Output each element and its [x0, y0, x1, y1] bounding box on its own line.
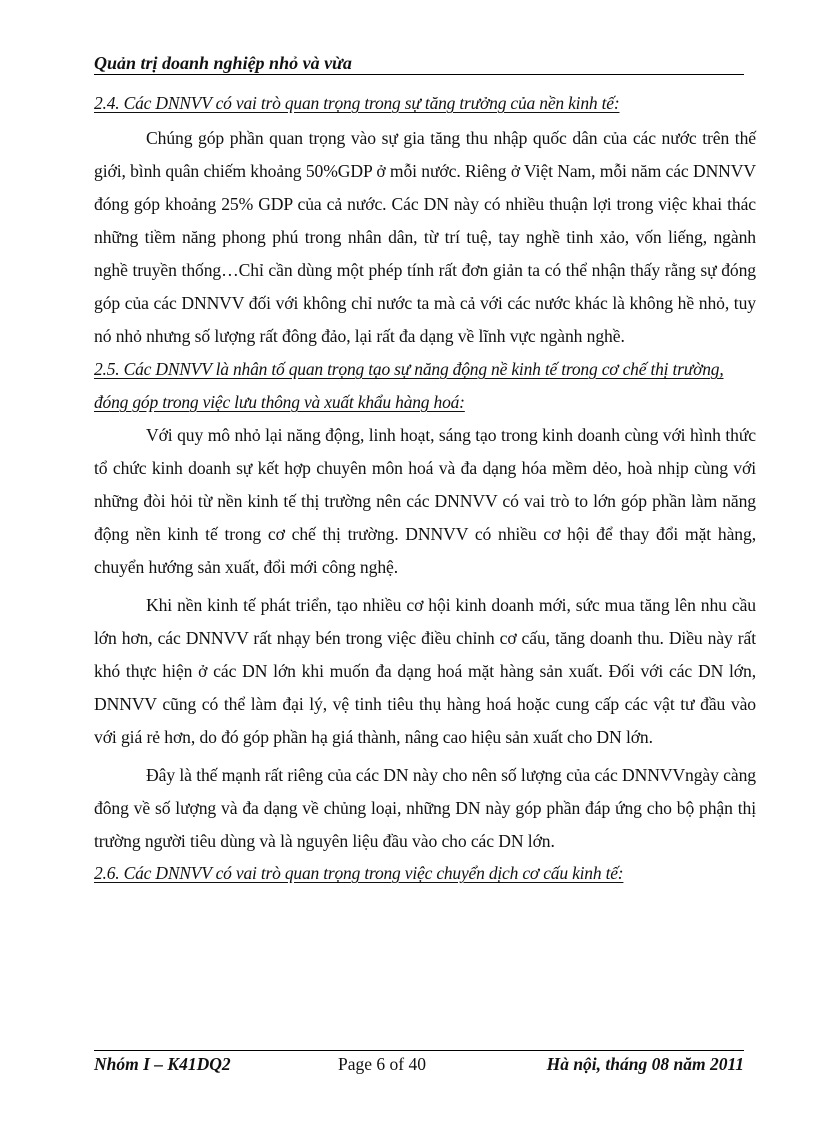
paragraph: Đây là thế mạnh rất riêng của các DN này cho nên số lượng của các DNNVVngày càng đông về số lượng và đa dạng về chủng loại, những DN này góp phần đáp ứng cho bộ phận thị trường người tiêu dùng và là nguyên liệu đầu vào cho các DN lớn.	[94, 765, 756, 851]
section-heading-2-5: 2.5. Các DNNVV là nhân tố quan trọng tạo sự năng động nề kinh tế trong cơ chế thị trường, đóng góp trong việc lưu thông và xuất khẩu hàng hoá:	[94, 359, 724, 412]
page-footer	[94, 1050, 744, 1073]
header-title: Quản trị doanh nghiệp nhỏ và vừa	[94, 53, 352, 73]
footer-group-name: Nhóm I – K41DQ2	[94, 1054, 231, 1074]
page-number: Page 6 of 40	[338, 1054, 426, 1074]
paragraph: Chúng góp phần quan trọng vào sự gia tăng thu nhập quốc dân của các nước trên thế giới, bình quân chiếm khoảng 50%GDP ở mỗi nước. Riêng ở Việt Nam, mỗi năm các DNNVV đóng góp khoảng 25% GDP của cả nước. Các DN này có nhiều thuận lợi trong việc khai thác những tiềm năng phong phú trong nhân dân, từ trí tuệ, tay nghề tinh xảo, vốn liếng, ngành nghề truyền thống…Chỉ cần dùng một phép tính rất đơn giản ta có thể nhận thấy rằng sự đóng góp của các DNNVV đối với không chỉ nước ta mà cả với các nước khác là không hề nhỏ, tuy nó nhỏ nhưng số lượng rất đông đảo, lại rất đa dạng về lĩnh vực ngành nghề.	[94, 128, 756, 346]
paragraph: Khi nền kinh tế phát triển, tạo nhiều cơ hội kinh doanh mới, sức mua tăng lên nhu cầu lớn hơn, các DNNVV rất nhạy bén trong việc điều chỉnh cơ cấu, tăng doanh thu. Diều này rất khó thực hiện ở các DN lớn khi muốn đa dạng hoá mặt hàng sản xuất. Đối với các DN lớn, DNNVV cũng có thể làm đại lý, vệ tinh tiêu thụ hàng hoá hoặc cung cấp các vật tư đầu vào với giá rẻ hơn, do đó góp phần hạ giá thành, nâng cao hiệu sản xuất cho DN lớn.	[94, 595, 756, 747]
paragraph: Với quy mô nhỏ lại năng động, linh hoạt, sáng tạo trong kinh doanh cùng với hình thức tổ chức kinh doanh sự kết hợp chuyên môn hoá và đa dạng hóa mềm dẻo, hoà nhịp cùng với những đòi hỏi từ nền kinh tế thị trường nên các DNNVV có vai trò to lớn góp phần làm năng động nền kinh tế trong cơ chế thị trường. DNNVV có nhiều cơ hội để thay đổi mặt hàng, chuyển hướng sản xuất, đổi mới công nghệ.	[94, 425, 756, 577]
section-heading-2-4: 2.4. Các DNNVV có vai trò quan trọng trong sự tăng trưởng của nền kinh tế:	[94, 93, 620, 113]
page-content	[94, 88, 756, 888]
section-heading-2-6: 2.6. Các DNNVV có vai trò quan trọng trong việc chuyển dịch cơ cấu kinh tế:	[94, 863, 624, 883]
footer-date: Hà nội, tháng 08 năm 2011	[546, 1054, 744, 1074]
page-header	[94, 50, 744, 75]
